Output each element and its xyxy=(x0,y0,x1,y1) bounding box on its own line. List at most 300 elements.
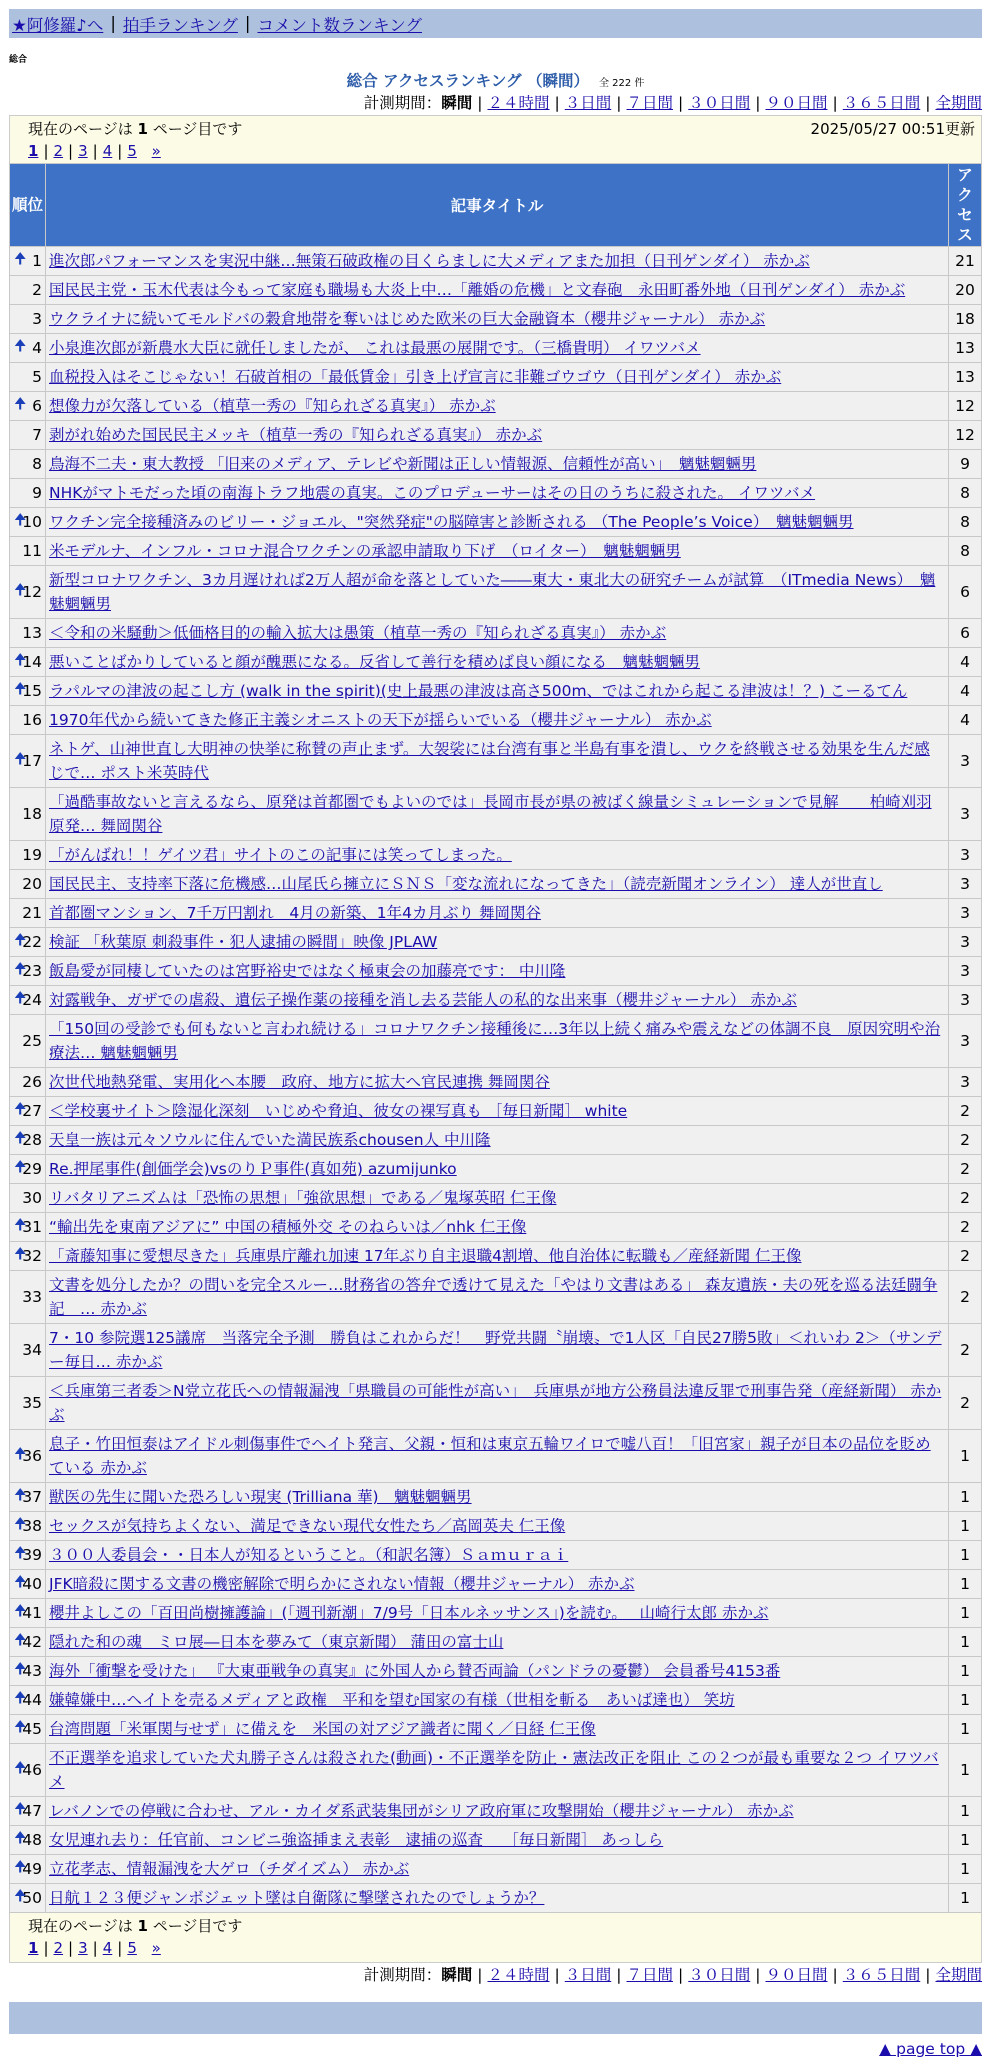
page-title-row xyxy=(0,69,991,91)
article-link[interactable]: 新型コロナワクチン、3カ月遅ければ2万人超が命を落としていた――東大・東北大の研究チームが試算 （ITmedia News） 魑魅魍魎男 xyxy=(49,571,936,613)
rank-number: 29 xyxy=(22,1160,42,1178)
updated-timestamp: 2025/05/27 00:51更新 xyxy=(810,120,975,138)
article-link[interactable]: 息子・竹田恒泰はアイドル刺傷事件でヘイト発言、父親・恒和は東京五輪ワイロで嘘八百！「旧宮家」親子が日本の品位を貶めている 赤かぶ xyxy=(49,1435,931,1477)
article-link[interactable]: レバノンでの停戦に合わせ、アル・カイダ系武装集団がシリア政府軍に攻撃開始（櫻井ジャーナル） 赤かぶ xyxy=(49,1802,794,1820)
rank-cell xyxy=(10,1377,46,1430)
period-option-link[interactable]: ３０日間 xyxy=(688,94,751,112)
page-link[interactable]: 1 xyxy=(28,1939,39,1957)
rank-number: 30 xyxy=(22,1189,42,1207)
table-row xyxy=(10,1628,982,1657)
access-count: 3 xyxy=(949,735,982,788)
rank-cell xyxy=(10,1097,46,1126)
page-link[interactable]: 4 xyxy=(102,142,113,160)
home-link[interactable]: ★阿修羅♪へ xyxy=(12,15,104,35)
rank-number: 32 xyxy=(22,1247,42,1265)
article-link[interactable]: 1970年代から続いてきた修正主義シオニストの天下が揺らいでいる（櫻井ジャーナル） 赤かぶ xyxy=(49,711,712,729)
rank-cell xyxy=(10,1570,46,1599)
table-row xyxy=(10,899,982,928)
article-link[interactable]: 国民民主、支持率下落に危機感…山尾氏ら擁立にＳＮＳ「変な流れになってきた」（読売新聞オンライン） 達人が世直し xyxy=(49,875,883,893)
rank-number: 44 xyxy=(22,1691,42,1709)
article-link[interactable]: セックスが気持ちよくない、満足できない現代女性たち／高岡英夫 仁王像 xyxy=(49,1517,566,1535)
article-link[interactable]: ３００人委員会・・日本人が知るということ。（和訳名簿）Ｓａｍｕｒａｉ xyxy=(49,1546,569,1564)
rank-cell xyxy=(10,841,46,870)
rank-cell xyxy=(10,928,46,957)
page-separator: | xyxy=(68,142,74,160)
rank-cell xyxy=(10,363,46,392)
article-link[interactable]: NHKがマトモだった頃の南海トラフ地震の真実。このプロデューサーはその日のうちに殺された。 イワツバメ xyxy=(49,484,816,502)
rank-number: 20 xyxy=(22,875,42,893)
title-cell xyxy=(46,1377,949,1430)
access-count: 1 xyxy=(949,1884,982,1913)
article-link[interactable]: 国民民主党・玉木代表は今もって家庭も職場も大炎上中…「離婚の危機」と文春砲 永田町番外地（日刊ゲンダイ） 赤かぶ xyxy=(49,281,906,299)
rank-cell xyxy=(10,1015,46,1068)
table-row xyxy=(10,648,982,677)
title-cell xyxy=(46,788,949,841)
period-separator: | xyxy=(616,1966,622,1984)
article-link[interactable]: ＜学校裏サイト＞陰湿化深刻 いじめや脅迫、彼女の裸写真も ［毎日新聞］ white xyxy=(49,1102,628,1120)
rank-up-arrow-icon: 🠉 xyxy=(14,650,27,669)
title-cell xyxy=(46,305,949,334)
rank-up-arrow-icon: 🠉 xyxy=(14,1688,27,1707)
article-link[interactable]: 立花孝志、情報漏洩を大ゲロ（チダイズム） 赤かぶ xyxy=(49,1860,410,1878)
title-cell xyxy=(46,1599,949,1628)
period-option-link[interactable]: ３６５日間 xyxy=(842,1966,921,1984)
rank-cell xyxy=(10,1744,46,1797)
rank-up-arrow-icon: 🠉 xyxy=(14,1799,27,1818)
article-link[interactable]: “輸出先を東南アジアに” 中国の積極外交 そのねらいは／nhk 仁王像 xyxy=(49,1218,527,1236)
access-count: 3 xyxy=(949,1068,982,1097)
rank-cell xyxy=(10,1271,46,1324)
access-count: 1 xyxy=(949,1826,982,1855)
title-cell xyxy=(46,1126,949,1155)
page-link[interactable]: 3 xyxy=(78,1939,88,1957)
rank-number: 14 xyxy=(22,653,42,671)
rank-number: 22 xyxy=(22,933,42,951)
rank-cell xyxy=(10,276,46,305)
title-cell xyxy=(46,957,949,986)
access-count: 8 xyxy=(949,508,982,537)
rank-number: 26 xyxy=(22,1073,42,1091)
article-link[interactable]: 海外「衝撃を受けた」 『大東亜戦争の真実』に外国人から賛否両論（パンドラの憂鬱） 会員番号4153番 xyxy=(49,1662,781,1680)
access-count: 2 xyxy=(949,1126,982,1155)
rank-up-arrow-icon: 🠉 xyxy=(14,930,27,949)
article-link[interactable]: Re.押尾事件(創価学会)vsのりＰ事件(真如苑) azumijunko xyxy=(49,1160,457,1178)
access-count: 1 xyxy=(949,1541,982,1570)
current-page-text: 現在のページは 1 ページ目です xyxy=(28,1917,243,1935)
title-cell xyxy=(46,648,949,677)
article-link[interactable]: ネトゲ、山神世直し大明神の快挙に称賛の声止まず。大袈裟には台湾有事と半島有事を潰し、ウクを終戦させる効果を生んだ感じで… ポスト米英時代 xyxy=(49,740,930,782)
title-cell xyxy=(46,1483,949,1512)
rank-up-arrow-icon: 🠉 xyxy=(14,1659,27,1678)
rank-cell xyxy=(10,479,46,508)
rank-cell xyxy=(10,1242,46,1271)
rank-up-arrow-icon: 🠉 xyxy=(14,1215,27,1234)
table-row xyxy=(10,928,982,957)
article-link[interactable]: 日航１２３便ジャンボジェット墜は自衛隊に撃墜されたのでしょうか？ xyxy=(49,1889,545,1907)
table-row xyxy=(10,1744,982,1797)
rank-cell xyxy=(10,677,46,706)
title-cell xyxy=(46,1242,949,1271)
title-cell xyxy=(46,1068,949,1097)
article-link[interactable]: 検証 「秋葉原 刺殺事件・犯人逮捕の瞬間」映像 JPLAW xyxy=(49,933,438,951)
title-cell xyxy=(46,363,949,392)
article-link[interactable]: 「150回の受診でも何もないと言われ続ける」コロナワクチン接種後に…3年以上続く痛みや震えなどの体調不良 原因究明や治療法… 魑魅魍魎男 xyxy=(49,1020,941,1062)
article-link[interactable]: 隠れた和の魂 ミロ展―日本を夢みて（東京新聞） 蒲田の富士山 xyxy=(49,1633,504,1651)
title-cell xyxy=(46,1015,949,1068)
rank-number: 35 xyxy=(22,1394,42,1412)
title-cell xyxy=(46,537,949,566)
rank-number: 39 xyxy=(22,1546,42,1564)
ranking-table xyxy=(9,163,982,1913)
page-top-link[interactable]: ▲ page top ▲ xyxy=(879,2040,982,2058)
title-cell xyxy=(46,1855,949,1884)
title-cell xyxy=(46,1541,949,1570)
access-count: 2 xyxy=(949,1377,982,1430)
title-cell xyxy=(46,247,949,276)
table-row xyxy=(10,1213,982,1242)
table-row xyxy=(10,1855,982,1884)
rank-number: 11 xyxy=(22,542,42,560)
rank-number: 23 xyxy=(22,962,42,980)
rank-cell xyxy=(10,1715,46,1744)
table-row xyxy=(10,276,982,305)
rank-number: 6 xyxy=(32,397,42,415)
period-option-link[interactable]: ９０日間 xyxy=(765,94,828,112)
title-cell xyxy=(46,1884,949,1913)
rank-number: 37 xyxy=(22,1488,42,1506)
article-link[interactable]: 文書を処分したか？の問いを完全スルー…財務省の答弁で透けて見えた「やはり文書はある」 森友遺族・夫の死を巡る法廷闘争記 … 赤かぶ xyxy=(49,1276,938,1318)
rank-up-arrow-icon: 🠉 xyxy=(14,749,27,768)
rank-cell xyxy=(10,735,46,788)
access-count: 18 xyxy=(949,305,982,334)
table-row xyxy=(10,305,982,334)
next-page-link[interactable]: » xyxy=(151,142,161,160)
article-link[interactable]: ＜兵庫第三者委＞N党立花氏への情報漏洩「県職員の可能性が高い」 兵庫県が地方公務員法違反罪で刑事告発（産経新聞） 赤かぶ xyxy=(49,1382,942,1424)
access-count: 2 xyxy=(949,1242,982,1271)
rank-cell xyxy=(10,508,46,537)
rank-number: 48 xyxy=(22,1831,42,1849)
title-cell xyxy=(46,1097,949,1126)
next-page-link[interactable]: » xyxy=(151,1939,161,1957)
period-option-link[interactable]: ９０日間 xyxy=(765,1966,828,1984)
article-link[interactable]: 次世代地熱発電、実用化へ本腰 政府、地方に拡大へ官民連携 舞岡関谷 xyxy=(49,1073,550,1091)
period-option-link[interactable]: 全期間 xyxy=(935,1966,982,1984)
rank-up-arrow-icon: 🠉 xyxy=(14,1157,27,1176)
access-count: 12 xyxy=(949,392,982,421)
rank-cell xyxy=(10,1855,46,1884)
table-row xyxy=(10,1377,982,1430)
rank-cell xyxy=(10,334,46,363)
period-option-link[interactable]: ３６５日間 xyxy=(842,94,921,112)
rank-cell xyxy=(10,450,46,479)
article-link[interactable]: 天皇一族は元々ソウルに住んでいた満民族系chousen人 中川隆 xyxy=(49,1131,491,1149)
rank-cell xyxy=(10,1512,46,1541)
page-link[interactable]: 2 xyxy=(53,1939,64,1957)
table-row xyxy=(10,1599,982,1628)
page-link[interactable]: 1 xyxy=(28,142,39,160)
current-page-number: 1 xyxy=(137,1917,148,1935)
access-count: 1 xyxy=(949,1570,982,1599)
title-cell xyxy=(46,677,949,706)
article-link[interactable]: リバタリアニズムは「恐怖の思想」「強欲思想」である／鬼塚英昭 仁王像 xyxy=(49,1189,557,1207)
period-option-link[interactable]: ３０日間 xyxy=(688,1966,751,1984)
rank-number: 33 xyxy=(22,1288,42,1306)
page-separator: | xyxy=(92,142,98,160)
access-count: 1 xyxy=(949,1483,982,1512)
rank-number: 7 xyxy=(32,426,42,444)
rank-up-arrow-icon: 🠉 xyxy=(14,1717,27,1736)
table-row xyxy=(10,392,982,421)
article-link[interactable]: 不正選挙を追求していた犬丸勝子さんは殺された(動画)・不正選挙を防止・憲法改正を阻止 この２つが最も重要な２つ イワツバメ xyxy=(49,1749,939,1791)
table-row xyxy=(10,1430,982,1483)
rank-up-arrow-icon: 🠉 xyxy=(14,1758,27,1777)
article-link[interactable]: ウクライナに続いてモルドバの穀倉地帯を奪いはじめた欧米の巨大金融資本（櫻井ジャーナル） 赤かぶ xyxy=(49,310,766,328)
period-option-link[interactable]: 全期間 xyxy=(935,94,982,112)
rank-up-arrow-icon: 🠉 xyxy=(14,510,27,529)
article-link[interactable]: 7・10 参院選125議席 当落完全予測 勝負はこれからだ！ 野党共闘〝崩壊〟で1人区「自民27勝5敗」＜れいわ 2＞（サンデー毎日… 赤かぶ xyxy=(49,1329,942,1371)
page-separator: | xyxy=(117,1939,123,1957)
page-separator: | xyxy=(68,1939,74,1957)
title-cell xyxy=(46,1155,949,1184)
access-count: 12 xyxy=(949,421,982,450)
rank-up-arrow-icon: 🠉 xyxy=(14,1572,27,1591)
table-row xyxy=(10,788,982,841)
period-separator: | xyxy=(616,94,622,112)
rank-number: 9 xyxy=(32,484,42,502)
table-row xyxy=(10,619,982,648)
article-link[interactable]: 「がんばれ！！ゲイツ君」サイトのこの記事には笑ってしまった。 xyxy=(49,846,512,864)
rank-number: 42 xyxy=(22,1633,42,1651)
rank-cell xyxy=(10,1599,46,1628)
title-cell xyxy=(46,334,949,363)
rank-cell xyxy=(10,619,46,648)
title-cell xyxy=(46,928,949,957)
page-link[interactable]: 5 xyxy=(127,1939,137,1957)
article-link[interactable]: 血税投入はそこじゃない！石破首相の「最低賃金」引き上げ宣言に非難ゴウゴウ（日刊ゲンダイ） 赤かぶ xyxy=(49,368,782,386)
article-link[interactable]: 飯島愛が同棲していたのは宮野裕史ではなく極東会の加藤亮です： 中川隆 xyxy=(49,962,566,980)
rank-number: 31 xyxy=(22,1218,42,1236)
period-separator: | xyxy=(832,1966,838,1984)
period-current: 瞬間 xyxy=(441,1966,473,1984)
title-cell xyxy=(46,479,949,508)
rank-number: 16 xyxy=(22,711,42,729)
access-count: 1 xyxy=(949,1628,982,1657)
page-link[interactable]: 3 xyxy=(78,142,88,160)
period-option-link[interactable]: ２４時間 xyxy=(487,1966,550,1984)
table-row xyxy=(10,1884,982,1913)
period-option-link[interactable]: ３日間 xyxy=(564,94,612,112)
page-link[interactable]: 5 xyxy=(127,142,137,160)
footer-bar xyxy=(9,2002,982,2034)
table-row xyxy=(10,1242,982,1271)
rank-cell xyxy=(10,392,46,421)
access-count: 20 xyxy=(949,276,982,305)
rank-up-arrow-icon: 🠉 xyxy=(14,1099,27,1118)
table-row xyxy=(10,677,982,706)
article-link[interactable]: 鳥海不二夫・東大教授 「旧来のメディア、テレビや新聞は正しい情報源、信頼性が高い」 魑魅魍魎男 xyxy=(49,455,757,473)
access-count: 2 xyxy=(949,1097,982,1126)
comment-ranking-link[interactable]: コメント数ランキング xyxy=(257,15,422,35)
article-link[interactable]: ワクチン完全接種済みのビリー・ジョエル、"突然発症"の脳障害と診断される （The People’s Voice） 魑魅魍魎男 xyxy=(49,513,854,531)
rank-number: 5 xyxy=(32,368,42,386)
rank-header: 順位 xyxy=(10,164,46,247)
rank-cell xyxy=(10,1126,46,1155)
access-count: 1 xyxy=(949,1855,982,1884)
page-links xyxy=(28,140,975,162)
access-header: アクセス xyxy=(949,164,982,247)
access-count: 3 xyxy=(949,788,982,841)
access-count: 2 xyxy=(949,1155,982,1184)
article-link[interactable]: 剥がれ始めた国民民主メッキ（植草一秀の『知られざる真実』） 赤かぶ xyxy=(49,426,543,444)
rank-up-arrow-icon: 🠉 xyxy=(14,1886,27,1905)
access-count: 6 xyxy=(949,566,982,619)
access-count: 2 xyxy=(949,1324,982,1377)
rank-up-arrow-icon: 🠉 xyxy=(14,1601,27,1620)
article-link[interactable]: 獣医の先生に聞いた恐ろしい現実 (Trilliana 華) 魑魅魍魎男 xyxy=(49,1488,472,1506)
page-separator: | xyxy=(92,1939,98,1957)
rank-up-arrow-icon: 🠉 xyxy=(14,1444,27,1463)
article-link[interactable]: ＜令和の米騒動＞低価格目的の輸入拡大は愚策（植草一秀の『知られざる真実』） 赤かぶ xyxy=(49,624,667,642)
rank-number: 17 xyxy=(22,752,42,770)
table-row xyxy=(10,450,982,479)
rank-cell xyxy=(10,1324,46,1377)
article-link[interactable]: 米モデルナ、インフル・コロナ混合ワクチンの承認申請取り下げ （ロイター） 魑魅魍魎男 xyxy=(49,542,681,560)
access-count: 9 xyxy=(949,450,982,479)
pagination-box-bottom xyxy=(9,1913,982,1963)
article-link[interactable]: 想像力が欠落している（植草一秀の『知られざる真実』） 赤かぶ xyxy=(49,397,496,415)
access-count: 4 xyxy=(949,677,982,706)
rank-number: 21 xyxy=(22,904,42,922)
article-link[interactable]: ラパルマの津波の起こし方 (walk in the spirit)(史上最悪の津波は高さ500m、ではこれから起こる津波は！？) こーるてん xyxy=(49,682,908,700)
page-separator xyxy=(142,142,147,160)
period-separator: | xyxy=(678,94,684,112)
title-cell xyxy=(46,986,949,1015)
table-row xyxy=(10,334,982,363)
title-cell xyxy=(46,841,949,870)
article-link[interactable]: JFK暗殺に関する文書の機密解除で明らかにされない情報（櫻井ジャーナル） 赤かぶ xyxy=(49,1575,635,1593)
access-count: 3 xyxy=(949,986,982,1015)
article-link[interactable]: 「過酷事故ないと言えるなら、原発は首都圏でもよいのでは」長岡市長が県の被ばく線量シミュレーションで見解 柏崎刈羽原発… 舞岡関谷 xyxy=(49,793,932,835)
table-row xyxy=(10,479,982,508)
rank-number: 46 xyxy=(22,1761,42,1779)
article-link[interactable]: 進次郎パフォーマンスを実況中継…無策石破政権の目くらましに大メディアまた加担（日刊ゲンダイ） 赤かぶ xyxy=(49,252,810,270)
table-row xyxy=(10,566,982,619)
period-separator: | xyxy=(477,1966,483,1984)
rank-cell xyxy=(10,1657,46,1686)
title-cell xyxy=(46,870,949,899)
rank-number: 18 xyxy=(22,805,42,823)
title-cell xyxy=(46,735,949,788)
rank-cell xyxy=(10,1884,46,1913)
access-count: 1 xyxy=(949,1599,982,1628)
rank-number: 38 xyxy=(22,1517,42,1535)
access-count: 1 xyxy=(949,1797,982,1826)
rank-up-arrow-icon: 🠉 xyxy=(14,249,27,268)
period-separator: | xyxy=(925,94,931,112)
rank-up-arrow-icon: 🠉 xyxy=(14,1543,27,1562)
title-cell xyxy=(46,1826,949,1855)
period-separator: | xyxy=(554,1966,560,1984)
access-count: 2 xyxy=(949,1271,982,1324)
pagination-box-top xyxy=(9,115,982,163)
article-link[interactable]: 櫻井よしこの「百田尚樹擁護論」(「週刊新潮」7/9号「日本ルネッサンス」)を読む。 山崎行太郎 赤かぶ xyxy=(49,1604,769,1622)
access-count: 1 xyxy=(949,1657,982,1686)
rank-number: 41 xyxy=(22,1604,42,1622)
article-link[interactable]: 「斎藤知事に愛想尽きた」兵庫県庁離れ加速 17年ぶり自主退職4割増、他自治体に転職も／産経新聞 仁王像 xyxy=(49,1247,802,1265)
title-cell xyxy=(46,1797,949,1826)
period-option-link[interactable]: ２４時間 xyxy=(487,94,550,112)
article-link[interactable]: 台湾問題「米軍関与せず」に備えを 米国の対アジア識者に聞く／日経 仁王像 xyxy=(49,1720,596,1738)
period-option-link[interactable]: ７日間 xyxy=(626,94,673,112)
table-row xyxy=(10,1155,982,1184)
access-count: 8 xyxy=(949,479,982,508)
article-link[interactable]: 嫌韓嫌中…ヘイトを売るメディアと政権 平和を望む国家の有様（世相を斬る あいば達也） 笑坊 xyxy=(49,1691,735,1709)
title-cell xyxy=(46,1324,949,1377)
rank-number: 25 xyxy=(22,1032,42,1050)
rank-number: 43 xyxy=(22,1662,42,1680)
table-row xyxy=(10,706,982,735)
page-separator: | xyxy=(43,1939,49,1957)
table-row xyxy=(10,1541,982,1570)
access-count: 3 xyxy=(949,1015,982,1068)
table-row xyxy=(10,986,982,1015)
rank-cell xyxy=(10,1155,46,1184)
rank-number: 3 xyxy=(32,310,42,328)
category-label: 総合 xyxy=(9,55,28,65)
rank-cell xyxy=(10,305,46,334)
title-cell xyxy=(46,1628,949,1657)
rank-up-arrow-icon: 🠉 xyxy=(14,1630,27,1649)
rank-cell xyxy=(10,1628,46,1657)
clap-ranking-link[interactable]: 拍手ランキング xyxy=(122,15,238,35)
title-cell xyxy=(46,1271,949,1324)
title-cell xyxy=(46,1686,949,1715)
period-option-link[interactable]: ３日間 xyxy=(564,1966,612,1984)
rank-number: 34 xyxy=(22,1341,42,1359)
access-count: 21 xyxy=(949,247,982,276)
article-link[interactable]: 小泉進次郎が新農水大臣に就任しましたが、 これは最悪の展開です。（三橋貴明） イワツバメ xyxy=(49,339,701,357)
rank-up-arrow-icon: 🠉 xyxy=(14,580,27,599)
title-cell xyxy=(46,1715,949,1744)
access-count: 3 xyxy=(949,841,982,870)
rank-number: 49 xyxy=(22,1860,42,1878)
table-row xyxy=(10,870,982,899)
rank-up-arrow-icon: 🠉 xyxy=(14,1857,27,1876)
article-link[interactable]: 女児連れ去り：任官前、コンビニ強盗挿まえ表彰 逮捕の巡査 ［毎日新聞］ あっしら xyxy=(49,1831,664,1849)
access-count: 13 xyxy=(949,363,982,392)
period-option-link[interactable]: ７日間 xyxy=(626,1966,673,1984)
rank-cell xyxy=(10,1184,46,1213)
access-count: 1 xyxy=(949,1512,982,1541)
rank-number: 8 xyxy=(32,455,42,473)
rank-number: 40 xyxy=(22,1575,42,1593)
table-row xyxy=(10,1483,982,1512)
title-cell xyxy=(46,421,949,450)
article-link[interactable]: 対露戦争、ガザでの虐殺、遺伝子操作薬の接種を消し去る芸能人の私的な出来事（櫻井ジャーナル） 赤かぶ xyxy=(49,991,797,1009)
table-row xyxy=(10,1826,982,1855)
page-link[interactable]: 4 xyxy=(102,1939,113,1957)
table-row xyxy=(10,1324,982,1377)
rank-up-arrow-icon: 🠉 xyxy=(14,1514,27,1533)
article-link[interactable]: 首都圏マンション、7千万円割れ 4月の新築、1年4カ月ぶり 舞岡関谷 xyxy=(49,904,541,922)
rank-cell xyxy=(10,1430,46,1483)
page-link[interactable]: 2 xyxy=(53,142,64,160)
title-cell xyxy=(46,1184,949,1213)
rank-cell xyxy=(10,648,46,677)
article-link[interactable]: 悪いことばかりしていると顔が醜悪になる。反省して善行を積めば良い顔になる 魑魅魍魎男 xyxy=(49,653,701,671)
rank-cell xyxy=(10,537,46,566)
title-cell xyxy=(46,619,949,648)
